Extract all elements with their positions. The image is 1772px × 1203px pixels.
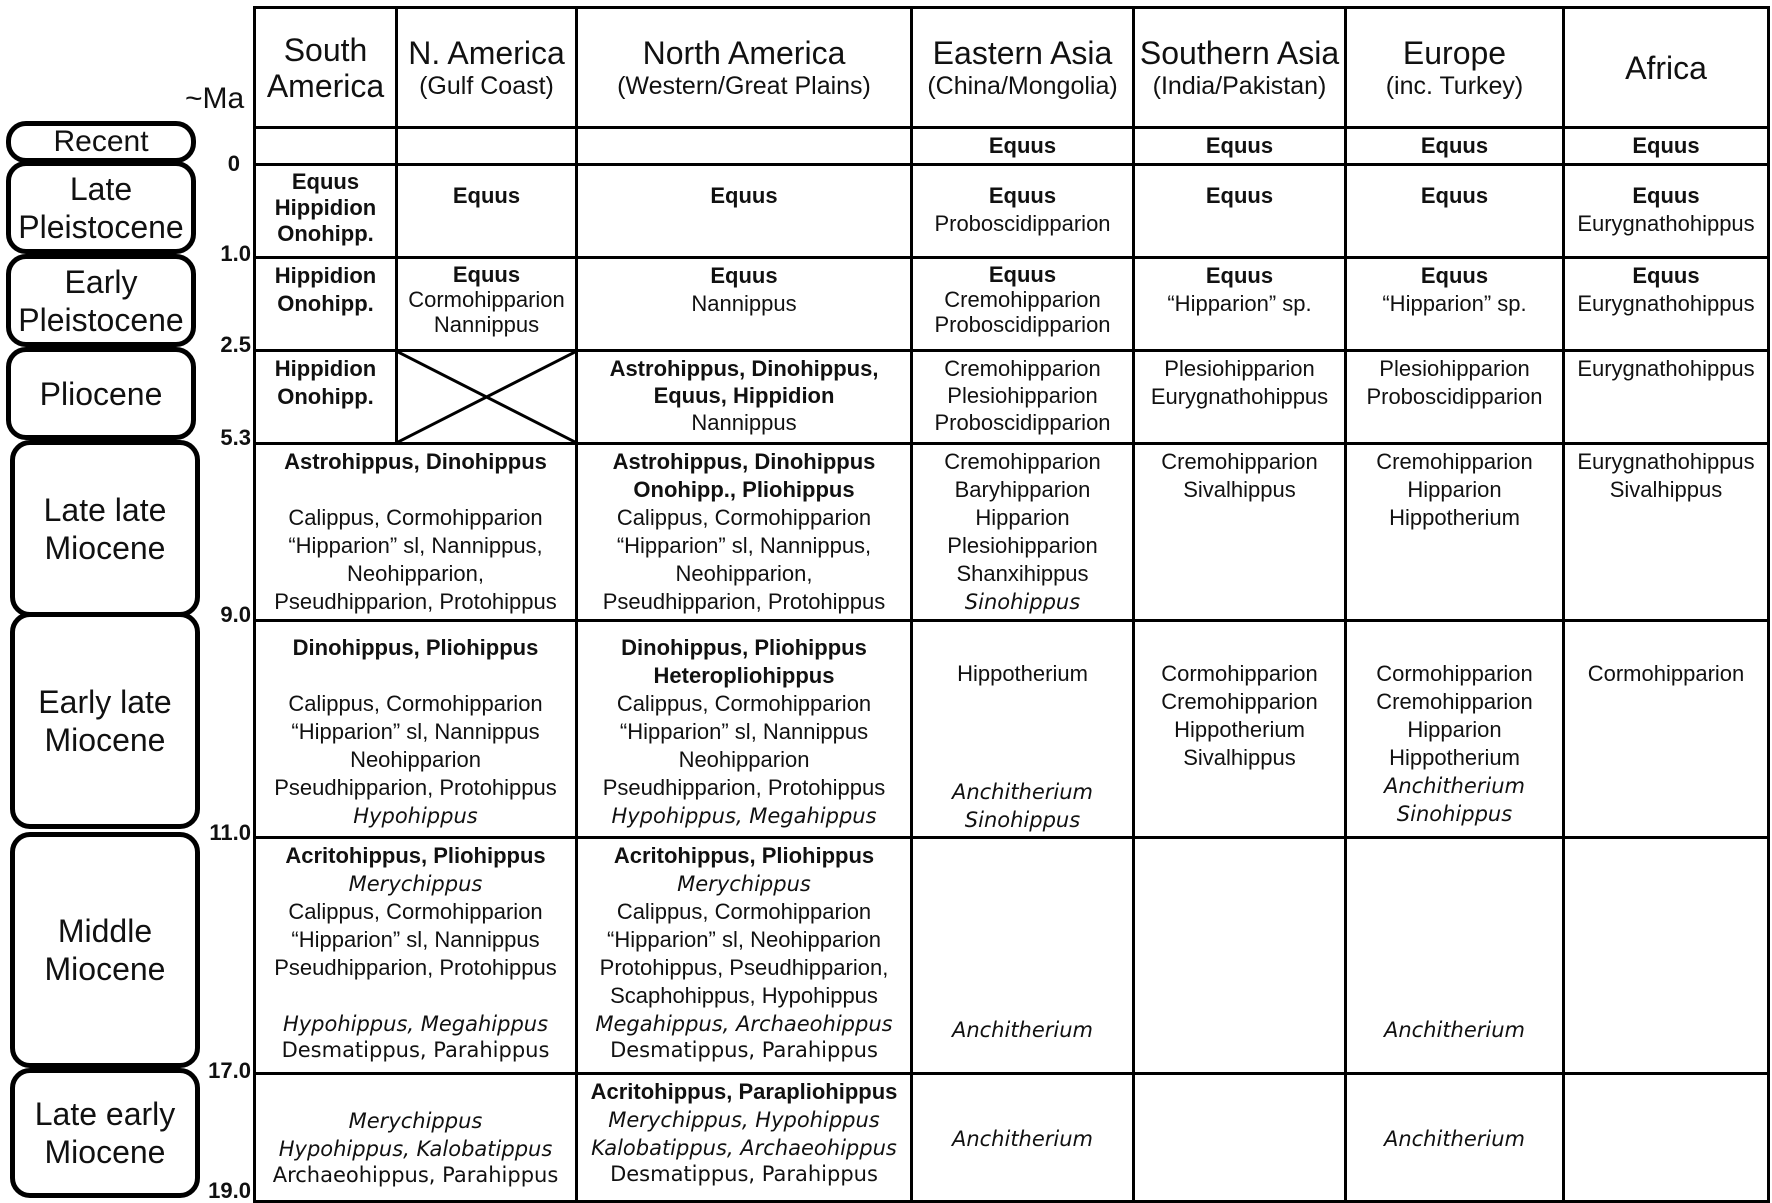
row-recent bbox=[255, 128, 1769, 165]
genus: Eurygnathohippus bbox=[1577, 356, 1755, 381]
cell-no-record bbox=[397, 351, 577, 444]
col-southern-asia: Southern Asia (India/Pakistan) bbox=[1134, 8, 1346, 128]
genus: Hipparion bbox=[1407, 477, 1502, 502]
cell bbox=[1346, 621, 1564, 838]
row-late-pleistocene bbox=[255, 165, 1769, 258]
genus: Hypohippus, Kalobatippus bbox=[278, 1137, 553, 1161]
genus: “Hipparion” sl, Nannippus, bbox=[616, 533, 872, 558]
genus: Hippotherium bbox=[957, 661, 1088, 686]
genus: “Hipparion” sl, Nannippus, bbox=[288, 533, 543, 558]
genus: Onohipp. bbox=[277, 291, 374, 316]
epoch-column bbox=[0, 0, 260, 1203]
genus: Anchitherium bbox=[951, 780, 1094, 804]
genus: Calippus, Cormohipparion bbox=[616, 505, 872, 530]
genus: Desmatippus, Parahippus bbox=[281, 1038, 550, 1062]
cell bbox=[1134, 165, 1346, 258]
genus: Cremohipparion bbox=[1376, 449, 1533, 474]
cell bbox=[1564, 621, 1769, 838]
genus: Pseudhipparion, Protohippus bbox=[602, 775, 886, 800]
genus: Pseudhipparion, Protohippus bbox=[274, 775, 557, 800]
cell bbox=[1346, 258, 1564, 351]
genus: Calippus, Cormohipparion bbox=[616, 691, 872, 716]
genus: Equus bbox=[1632, 133, 1700, 158]
col-africa: Africa bbox=[1564, 8, 1769, 128]
genus: Equus bbox=[1420, 183, 1489, 208]
genus: Equus bbox=[1205, 133, 1274, 158]
genus: Astrohippus, Dinohippus bbox=[612, 449, 876, 474]
cell bbox=[397, 128, 577, 165]
col-gulf-coast: N. America (Gulf Coast) bbox=[397, 8, 577, 128]
cell bbox=[912, 128, 1134, 165]
genus: Anchitherium bbox=[1383, 774, 1526, 798]
genus: Pseudhipparion, Protohippus bbox=[602, 589, 886, 614]
genus: Eurygnathohippus bbox=[1577, 211, 1755, 236]
header-row bbox=[255, 8, 1769, 128]
genus: Equus bbox=[988, 183, 1057, 208]
cell bbox=[912, 838, 1134, 1074]
epoch-pliocene: Pliocene bbox=[6, 347, 196, 440]
genus: Equus bbox=[1205, 263, 1274, 288]
genus: Hipparion bbox=[1407, 717, 1502, 742]
genus: Equus bbox=[1632, 263, 1700, 288]
cell bbox=[912, 258, 1134, 351]
horse-genera-table bbox=[253, 6, 1770, 1203]
ma-axis-label: ~Ma bbox=[185, 82, 245, 115]
cell bbox=[1346, 838, 1564, 1074]
row-early-pleistocene bbox=[255, 258, 1769, 351]
genus: Hypohippus bbox=[353, 804, 478, 828]
cell bbox=[1346, 1074, 1564, 1202]
epoch-late-pleistocene: Late Pleistocene bbox=[6, 161, 196, 254]
genus: Scaphohippus, Hypohippus bbox=[610, 983, 878, 1008]
genus: Plesiohipparion bbox=[947, 533, 1098, 558]
cell bbox=[1134, 351, 1346, 444]
row-late-late-miocene bbox=[255, 444, 1769, 621]
cell bbox=[1346, 444, 1564, 621]
genus: Neohipparion, bbox=[675, 561, 813, 586]
genus: Astrohippus, Dinohippus, bbox=[609, 356, 879, 381]
genus: Eurygnathohippus bbox=[1577, 291, 1755, 316]
cell bbox=[1346, 165, 1564, 258]
genus: Equus bbox=[452, 262, 521, 287]
cross-mark bbox=[398, 352, 575, 442]
epoch-middle-miocene: Middle Miocene bbox=[10, 832, 200, 1068]
cell bbox=[577, 165, 912, 258]
genus: Equus bbox=[710, 183, 778, 208]
cell bbox=[912, 351, 1134, 444]
genus: Plesiohipparion bbox=[1379, 356, 1530, 381]
cell bbox=[912, 444, 1134, 621]
genus: Merychippus bbox=[677, 872, 811, 896]
genus: Equus bbox=[1420, 263, 1489, 288]
cell bbox=[1346, 128, 1564, 165]
genus: Dinohippus, Pliohippus bbox=[292, 635, 539, 660]
genus: Anchitherium bbox=[1383, 1127, 1526, 1151]
genus: “Hipparion” sp. bbox=[1382, 291, 1527, 316]
genus: Plesiohipparion bbox=[947, 383, 1098, 408]
genus: Calippus, Cormohipparion bbox=[288, 691, 543, 716]
genus: Proboscidipparion bbox=[934, 211, 1111, 236]
epoch-early-pleistocene: Early Pleistocene bbox=[6, 254, 196, 347]
cell bbox=[1564, 165, 1769, 258]
col-south-america: South America bbox=[255, 8, 397, 128]
row-late-early-miocene bbox=[255, 1074, 1769, 1202]
tick-3: 5.3 bbox=[220, 425, 251, 450]
genus: Sivalhippus bbox=[1183, 477, 1296, 502]
genus: Eurygnathohippus bbox=[1150, 384, 1329, 409]
genus: Calippus, Cormohipparion bbox=[616, 899, 872, 924]
genus: Astrohippus, Dinohippus bbox=[284, 449, 547, 474]
cell bbox=[1346, 351, 1564, 444]
genus: Hipparion bbox=[975, 505, 1070, 530]
cell bbox=[255, 444, 577, 621]
genus: Sinohippus bbox=[964, 808, 1081, 832]
row-pliocene bbox=[255, 351, 1769, 444]
genus: Cremohipparion bbox=[1161, 689, 1318, 714]
genus: Acritohippus, Parapliohippus bbox=[590, 1079, 898, 1104]
cell bbox=[255, 351, 397, 444]
epoch-late-early-miocene: Late early Miocene bbox=[10, 1068, 200, 1198]
genus: Eurygnathohippus bbox=[1577, 449, 1755, 474]
genus: Equus bbox=[988, 133, 1057, 158]
cell bbox=[912, 621, 1134, 838]
cell bbox=[1134, 838, 1346, 1074]
genus: Proboscidipparion bbox=[934, 410, 1111, 435]
genus: Equus bbox=[1420, 133, 1489, 158]
row-early-late-miocene bbox=[255, 621, 1769, 838]
cell bbox=[1134, 1074, 1346, 1202]
epoch-late-late-miocene: Late late Miocene bbox=[10, 440, 200, 617]
genus: Plesiohipparion bbox=[1164, 356, 1315, 381]
genus: Merychippus bbox=[348, 1109, 483, 1133]
genus: Equus, Hippidion bbox=[653, 383, 835, 408]
genus: Merychippus bbox=[348, 872, 483, 896]
cell bbox=[1564, 444, 1769, 621]
genus: Onohipp. bbox=[277, 384, 374, 409]
genus: Calippus, Cormohipparion bbox=[288, 505, 543, 530]
tick-0: 0 bbox=[227, 151, 240, 176]
genus: Hippidion bbox=[274, 263, 377, 288]
genus: Desmatippus, Parahippus bbox=[610, 1162, 878, 1186]
cell bbox=[577, 128, 912, 165]
genus: Sivalhippus bbox=[1609, 477, 1723, 502]
tick-7: 19.0 bbox=[208, 1178, 251, 1203]
genus: Proboscidipparion bbox=[934, 312, 1111, 337]
genus: Sivalhippus bbox=[1183, 745, 1296, 770]
genus: Cormohipparion bbox=[1376, 661, 1533, 686]
genus: Proboscidipparion bbox=[1366, 384, 1543, 409]
row-middle-miocene bbox=[255, 838, 1769, 1074]
cell bbox=[1564, 1074, 1769, 1202]
genus: Desmatippus, Parahippus bbox=[610, 1038, 878, 1062]
genus: Cremohipparion bbox=[944, 287, 1101, 312]
genus: Hippotherium bbox=[1389, 745, 1520, 770]
cell bbox=[577, 1074, 912, 1202]
genus: Nannippus bbox=[691, 410, 797, 435]
cell bbox=[255, 128, 397, 165]
genus: Heteropliohippus bbox=[653, 663, 835, 688]
genus: Cremohipparion bbox=[1376, 689, 1533, 714]
cell bbox=[255, 165, 397, 258]
genus: Neohipparion bbox=[350, 747, 481, 772]
cell bbox=[1134, 258, 1346, 351]
genus: Equus bbox=[291, 169, 360, 194]
genus: Hippotherium bbox=[1389, 505, 1520, 530]
epoch-early-late-miocene: Early late Miocene bbox=[10, 612, 200, 829]
genus: Anchitherium bbox=[951, 1018, 1094, 1042]
genus: Nannippus bbox=[691, 291, 797, 316]
genus: Hypohippus, Megahippus bbox=[611, 804, 877, 828]
genus: Pseudhipparion, Protohippus bbox=[274, 955, 557, 980]
genus: Equus bbox=[988, 262, 1057, 287]
tick-5: 11.0 bbox=[209, 820, 251, 845]
cell bbox=[397, 258, 577, 351]
genus: Shanxihippus bbox=[956, 561, 1089, 586]
cell bbox=[577, 444, 912, 621]
cell bbox=[912, 1074, 1134, 1202]
epoch-recent: Recent bbox=[6, 121, 196, 163]
genus: Cremohipparion bbox=[944, 356, 1101, 381]
genus: Pseudhipparion, Protohippus bbox=[274, 589, 557, 614]
col-western-north-america: North America (Western/Great Plains) bbox=[577, 8, 912, 128]
cell bbox=[397, 165, 577, 258]
col-eastern-asia: Eastern Asia (China/Mongolia) bbox=[912, 8, 1134, 128]
genus: “Hipparion” sl, Nannippus bbox=[291, 719, 540, 744]
genus: Cremohipparion bbox=[944, 449, 1101, 474]
genus: Sinohippus bbox=[964, 590, 1081, 614]
genus: Hypohippus, Megahippus bbox=[282, 1012, 549, 1036]
genus: Anchitherium bbox=[1383, 1018, 1526, 1042]
col-europe: Europe (inc. Turkey) bbox=[1346, 8, 1564, 128]
genus: Calippus, Cormohipparion bbox=[288, 899, 543, 924]
cell bbox=[577, 838, 912, 1074]
cell bbox=[1134, 621, 1346, 838]
genus: “Hipparion” sl, Nannippus bbox=[619, 719, 869, 744]
cell bbox=[1564, 258, 1769, 351]
cell bbox=[577, 258, 912, 351]
genus: Cormohipparion bbox=[1161, 661, 1318, 686]
genus: “Hipparion” sl, Neohipparion bbox=[607, 927, 881, 952]
tick-4: 9.0 bbox=[220, 602, 251, 627]
genus: Equus bbox=[1632, 183, 1700, 208]
cell bbox=[255, 838, 577, 1074]
genus: “Hipparion” sl, Nannippus bbox=[291, 927, 540, 952]
cell bbox=[1564, 351, 1769, 444]
genus: Onohipp., Pliohippus bbox=[633, 477, 855, 502]
genus: Baryhipparion bbox=[954, 477, 1091, 502]
genus: Archaeohippus, Parahippus bbox=[272, 1163, 559, 1187]
cell bbox=[1134, 444, 1346, 621]
tick-6: 17.0 bbox=[208, 1058, 251, 1083]
genus: Equus bbox=[710, 263, 778, 288]
cell bbox=[1564, 838, 1769, 1074]
cell bbox=[1134, 128, 1346, 165]
cell bbox=[577, 621, 912, 838]
cell bbox=[912, 165, 1134, 258]
genus: Onohipp. bbox=[277, 221, 374, 246]
cell bbox=[255, 258, 397, 351]
genus: Dinohippus, Pliohippus bbox=[621, 635, 867, 660]
cell bbox=[255, 1074, 577, 1202]
genus: Equus bbox=[1205, 183, 1274, 208]
genus: Cremohipparion bbox=[1161, 449, 1318, 474]
genus: Hippotherium bbox=[1174, 717, 1305, 742]
genus: “Hipparion” sp. bbox=[1167, 291, 1312, 316]
genus: Nannippus bbox=[433, 312, 540, 337]
genus: Merychippus, Hypohippus bbox=[608, 1108, 880, 1132]
genus: Anchitherium bbox=[951, 1127, 1094, 1151]
cell bbox=[577, 351, 912, 444]
genus: Acritohippus, Pliohippus bbox=[613, 843, 875, 868]
genus: Megahippus, Archaeohippus bbox=[595, 1012, 893, 1036]
genus: Neohipparion, bbox=[347, 561, 484, 586]
genus: Cormohipparion bbox=[408, 287, 565, 312]
genus: Sinohippus bbox=[1396, 802, 1513, 826]
genus: Protohippus, Pseudhipparion, bbox=[599, 955, 889, 980]
cell bbox=[1564, 128, 1769, 165]
genus: Hippidion bbox=[274, 356, 377, 381]
genus: Kalobatippus, Archaeohippus bbox=[591, 1136, 897, 1160]
genus: Equus bbox=[452, 183, 521, 208]
genus: Cormohipparion bbox=[1587, 661, 1745, 686]
cell bbox=[255, 621, 577, 838]
tick-2: 2.5 bbox=[220, 332, 251, 357]
genus: Hippidion bbox=[274, 195, 377, 220]
genus: Neohipparion bbox=[678, 747, 810, 772]
tick-1: 1.0 bbox=[220, 241, 251, 266]
genus: Acritohippus, Pliohippus bbox=[285, 843, 546, 868]
